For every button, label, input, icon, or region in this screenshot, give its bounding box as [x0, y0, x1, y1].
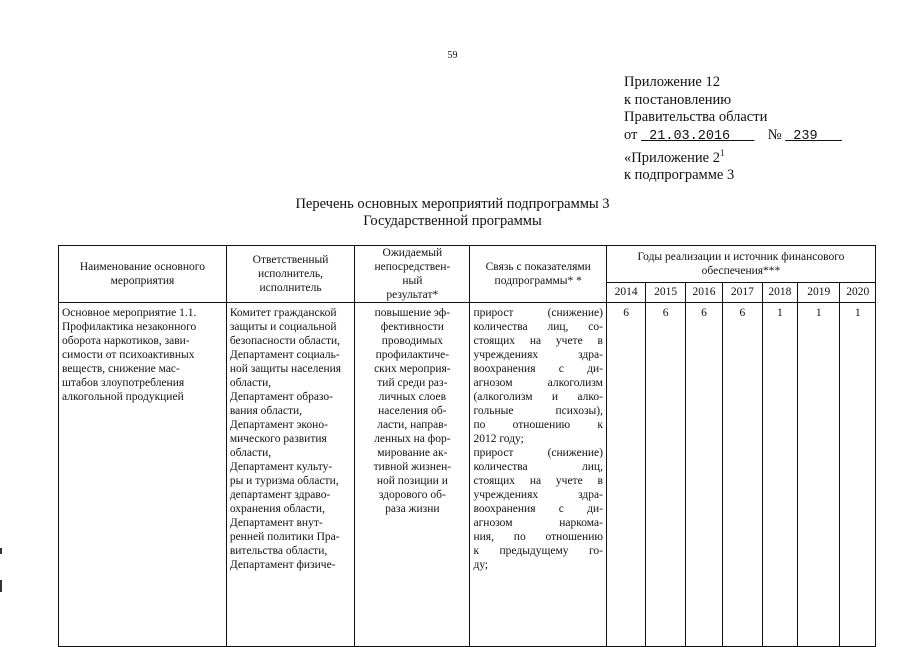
cell-line: личных слоев	[378, 391, 447, 403]
document-title	[0, 196, 905, 230]
cell-line: Департамент культу-	[229, 461, 333, 473]
cell-line: Профилактика незаконного	[62, 321, 197, 333]
cell-line: фективности	[380, 321, 444, 333]
cell-line: учреждениях здра-	[473, 349, 603, 361]
cell-line: повышение эф-	[374, 307, 451, 319]
cell-line: вительства области,	[229, 545, 328, 557]
cell-line: ры и туризма области,	[229, 475, 339, 487]
cell-value: 1	[840, 303, 876, 647]
cell-line: штабов злоупотребления	[62, 377, 185, 389]
cell-line: населения об-	[378, 405, 447, 417]
cell-line: прирост (снижение)	[473, 447, 603, 459]
table-row	[59, 303, 876, 647]
cell-line: агнозом наркома-	[473, 517, 603, 529]
cell-line: количества лиц,	[473, 461, 603, 473]
cell-line: вания области,	[229, 405, 303, 417]
cell-value: 6	[606, 303, 645, 647]
scan-edge-mark	[0, 548, 2, 554]
cell-line: Департамент социаль-	[229, 349, 340, 361]
cell-line: тивной жизнен-	[373, 461, 452, 473]
cell-link	[470, 303, 606, 647]
header-year: 2017	[723, 282, 762, 302]
cell-value: 6	[685, 303, 722, 647]
cell-line: гольные психозы),	[473, 405, 603, 417]
appendix-number-sign: №	[767, 126, 782, 143]
cell-responsible	[226, 303, 354, 647]
cell-value: 6	[723, 303, 762, 647]
cell-line: стоящих на учете в	[473, 335, 603, 347]
cell-line: области,	[229, 377, 272, 389]
cell-value: 6	[646, 303, 685, 647]
measures-table	[58, 245, 876, 647]
cell-line: стоящих на учете в	[473, 475, 603, 487]
cell-line: воохранения с ди-	[473, 503, 603, 515]
cell-line: ласти, направ-	[377, 419, 448, 431]
scan-edge-mark	[0, 580, 2, 592]
cell-line: защиты и социальной	[229, 321, 337, 333]
cell-line: мирование ак-	[377, 447, 448, 459]
cell-line: раза жизни	[385, 503, 440, 515]
cell-line: (алкоголизм и алко-	[473, 391, 603, 403]
cell-line: профилактиче-	[375, 349, 450, 361]
header-responsible: Ответственный исполнитель, исполнитель	[226, 246, 354, 303]
cell-line: ной позиции и	[376, 475, 448, 487]
cell-line: Департамент образо-	[229, 391, 333, 403]
header-year: 2014	[606, 282, 645, 302]
cell-line: ренней политики Пра-	[229, 531, 340, 543]
cell-line: количества лиц, со-	[473, 321, 603, 333]
cell-line: 2012 году;	[473, 433, 524, 445]
cell-line: проводимых	[381, 335, 443, 347]
cell-line: ленных на фор-	[374, 433, 451, 445]
document-title-line-2: Государственной программы	[363, 213, 542, 229]
appendix-line-6: к подпрограмме 3	[624, 167, 735, 184]
cell-line: ной защиты населения	[229, 363, 342, 375]
cell-line: оборота наркотиков, зави-	[62, 335, 190, 347]
appendix-line-date	[624, 127, 842, 146]
appendix-date: 21.03.2016	[649, 128, 731, 144]
appendix-number: 239	[793, 128, 818, 144]
header-year: 2015	[646, 282, 685, 302]
cell-line: тий среди раз-	[377, 377, 448, 389]
cell-line: департамент здраво-	[229, 489, 331, 501]
header-year: 2020	[840, 282, 876, 302]
cell-value: 1	[762, 303, 797, 647]
cell-line: безопасности области,	[229, 335, 341, 347]
header-name: Наименование основного мероприятия	[59, 246, 227, 303]
cell-line: Департамент физиче-	[229, 559, 336, 571]
header-year: 2016	[685, 282, 722, 302]
appendix-line-2: к постановлению	[624, 91, 732, 108]
document-title-line-1: Перечень основных мероприятий подпрограммы 3	[295, 196, 610, 212]
header-years-group: Годы реализации и источник финансового обеспечения***	[606, 246, 875, 283]
appendix-line-1: Приложение 12	[624, 74, 720, 90]
cell-line: мического развития	[229, 433, 327, 445]
page-number: 59	[447, 50, 458, 61]
header-result: Ожидаемый непосредствен- ный результат*	[355, 246, 470, 303]
appendix-line-3: Правительства области	[624, 109, 768, 125]
cell-line: воохранения с ди-	[473, 363, 603, 375]
cell-result	[355, 303, 470, 647]
cell-line: области,	[229, 447, 272, 459]
cell-line: Департамент внут-	[229, 517, 323, 529]
cell-line: учреждениях здра-	[473, 489, 603, 501]
appendix-superscript: 1	[719, 148, 725, 158]
cell-line: Департамент эконо-	[229, 419, 328, 431]
cell-line: ских мероприя-	[374, 363, 451, 375]
cell-name	[59, 303, 227, 647]
appendix-from: от	[624, 126, 638, 143]
cell-line: ду;	[473, 559, 489, 571]
cell-line: здорового об-	[378, 489, 446, 501]
cell-line: к предыдущему го-	[473, 545, 603, 557]
header-year: 2018	[762, 282, 797, 302]
appendix-block	[624, 74, 842, 185]
cell-line: агнозом алкоголизм	[473, 377, 603, 389]
cell-line: веществ, снижение мас-	[62, 363, 180, 375]
cell-line: Основное мероприятие 1.1.	[62, 307, 197, 319]
cell-line: Комитет гражданской	[229, 307, 337, 319]
cell-value: 1	[798, 303, 840, 647]
cell-line: симости от психоактивных	[62, 349, 195, 361]
cell-line: по отношению к	[473, 419, 603, 431]
cell-line: охранения области,	[229, 503, 325, 515]
header-year: 2019	[798, 282, 840, 302]
cell-line: ния, по отношению	[473, 531, 603, 543]
cell-line: прирост (снижение)	[473, 307, 603, 319]
header-link: Связь с показателями подпрограммы* *	[470, 246, 606, 303]
cell-line: алкогольной продукцией	[62, 391, 184, 403]
appendix-line-5: «Приложение $2^1$	[624, 148, 725, 166]
